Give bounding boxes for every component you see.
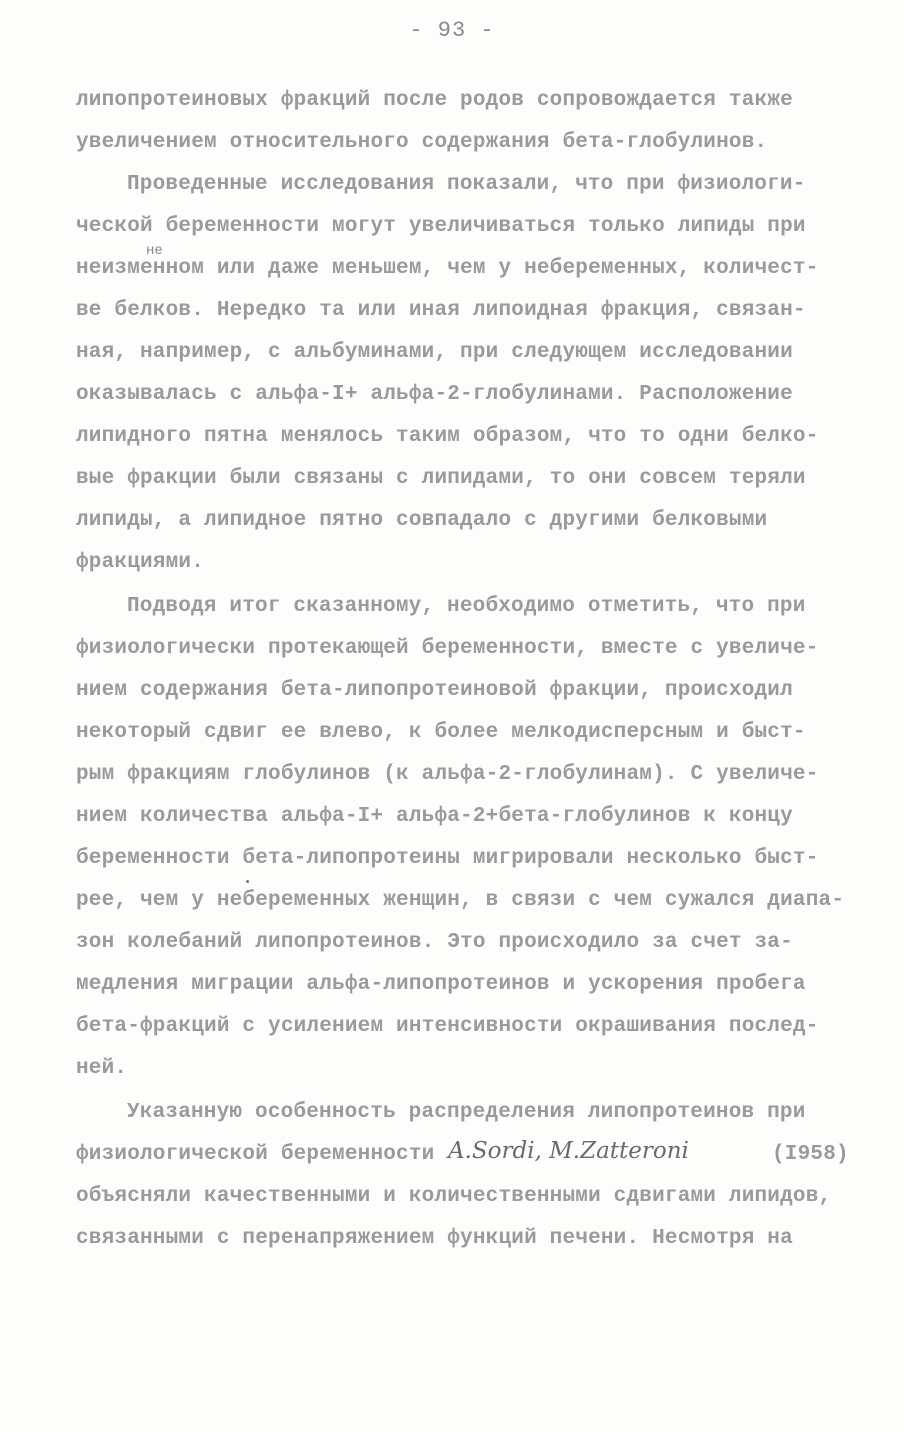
text-line: физиологической беременности bbox=[76, 1143, 435, 1166]
text-line: липидного пятна менялось таким образом, что то одни белко- bbox=[76, 425, 819, 448]
text-line: медления миграции альфа-липопротеинов и ускорения пробега bbox=[76, 973, 806, 996]
handwritten-insertion-note: не bbox=[146, 243, 163, 259]
text-line: липопротеиновых фракций после родов сопровождается также bbox=[76, 89, 793, 112]
text-line: увеличением относительного содержания бета-глобулинов. bbox=[76, 131, 768, 154]
text-line: неизменном или даже меньшем, чем у небеременных, количест- bbox=[76, 257, 819, 280]
scan-speck bbox=[246, 880, 249, 883]
page-number: - 93 - bbox=[409, 18, 495, 43]
handwritten-author-names: A.Sordi, M.Zatteroni bbox=[448, 1138, 689, 1164]
text-line: объясняли качественными и количественными сдвигами липидов, bbox=[76, 1185, 832, 1208]
text-line: нием количества альфа-I+ альфа-2+бета-глобулинов к концу bbox=[76, 805, 793, 828]
text-line: некоторый сдвиг ее влево, к более мелкодисперсным и быст- bbox=[76, 721, 806, 744]
text-line: фракциями. bbox=[76, 551, 205, 574]
text-line: ческой беременности могут увеличиваться только липиды при bbox=[76, 215, 806, 238]
text-line: физиологически протекающей беременности, вместе с увеличе- bbox=[76, 637, 819, 660]
text-line: беременности бета-липопротеины мигрировали несколько быст- bbox=[76, 847, 819, 870]
text-line: ней. bbox=[76, 1057, 128, 1080]
text-line: ве белков. Нередко та или иная липоидная фракция, связан- bbox=[76, 299, 806, 322]
text-line: бета-фракций с усилением интенсивности окрашивания послед- bbox=[76, 1015, 819, 1038]
text-line: липиды, а липидное пятно совпадало с другими белковыми bbox=[76, 509, 768, 532]
text-line: Подводя итог сказанному, необходимо отметить, что при bbox=[127, 595, 806, 618]
text-line: Указанную особенность распределения липопротеинов при bbox=[127, 1101, 806, 1124]
text-line: связанными с перенапряжением функций печени. Несмотря на bbox=[76, 1227, 793, 1250]
text-line: вые фракции были связаны с липидами, то они совсем теряли bbox=[76, 467, 806, 490]
text-line: зон колебаний липопротеинов. Это происходило за счет за- bbox=[76, 931, 793, 954]
text-line: ная, например, с альбуминами, при следующем исследовании bbox=[76, 341, 793, 364]
text-line-year: (I958) bbox=[772, 1143, 849, 1166]
text-line: оказывалась с альфа-I+ альфа-2-глобулинами. Расположение bbox=[76, 383, 793, 406]
text-line: рым фракциям глобулинов (к альфа-2-глобулинам). С увеличе- bbox=[76, 763, 819, 786]
text-line: нием содержания бета-липопротеиновой фракции, происходил bbox=[76, 679, 793, 702]
text-line: Проведенные исследования показали, что при физиологи- bbox=[127, 173, 806, 196]
text-line: рее, чем у небеременных женщин, в связи с чем сужался диапа- bbox=[76, 889, 845, 912]
